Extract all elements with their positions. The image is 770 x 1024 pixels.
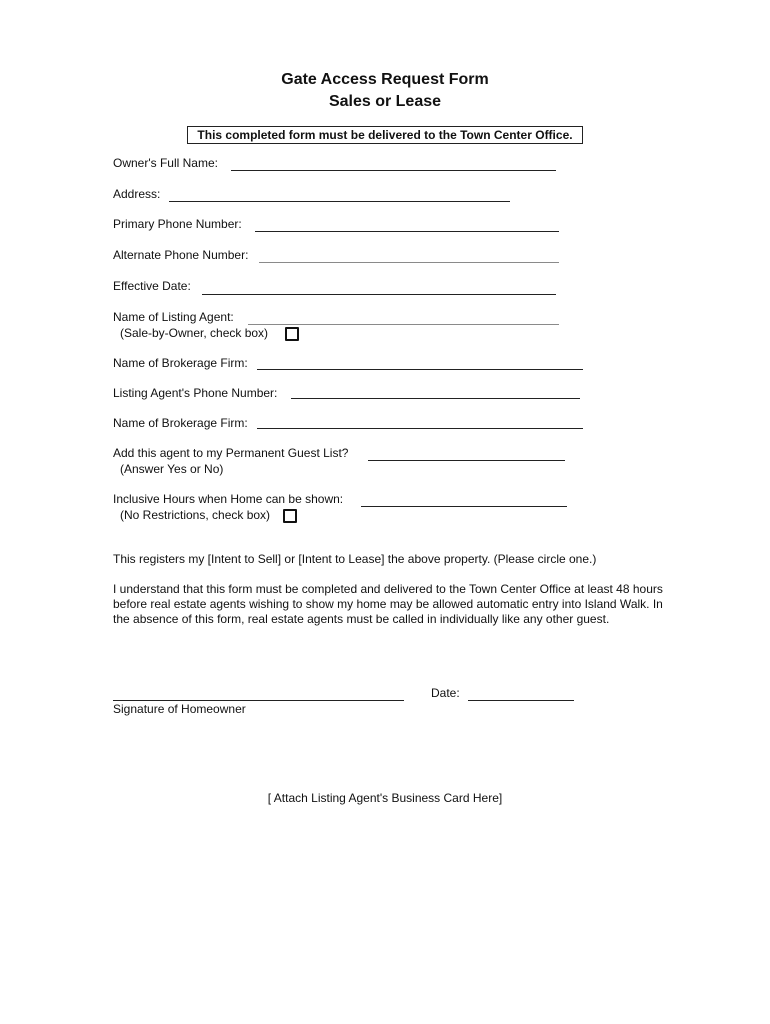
- agent-phone-label: Listing Agent's Phone Number:: [113, 386, 278, 400]
- primary-phone-field[interactable]: [255, 231, 559, 232]
- signature-label: Signature of Homeowner: [113, 702, 246, 716]
- alternate-phone-field[interactable]: [259, 262, 559, 263]
- permanent-guest-hint: (Answer Yes or No): [120, 462, 224, 476]
- form-title: Gate Access Request Form: [281, 71, 489, 88]
- intent-statement: This registers my [Intent to Sell] or [Intent to Lease] the above property. (Please circle one.): [113, 552, 597, 566]
- primary-phone-label: Primary Phone Number:: [113, 217, 242, 231]
- effective-date-label: Effective Date:: [113, 279, 191, 293]
- alternate-phone-label: Alternate Phone Number:: [113, 248, 249, 262]
- delivery-notice: This completed form must be delivered to the Town Center Office.: [187, 126, 583, 144]
- listing-agent-label: Name of Listing Agent:: [113, 310, 234, 324]
- business-card-placeholder: [ Attach Listing Agent's Business Card Here]: [267, 791, 503, 805]
- date-label: Date:: [431, 686, 460, 700]
- listing-agent-field[interactable]: [248, 324, 559, 325]
- form-subtitle: Sales or Lease: [328, 93, 442, 110]
- address-field[interactable]: [169, 201, 510, 202]
- address-label: Address:: [113, 187, 161, 201]
- owner-name-field[interactable]: [231, 170, 556, 171]
- inclusive-hours-field[interactable]: [361, 506, 567, 507]
- sale-by-owner-label: (Sale-by-Owner, check box): [120, 326, 269, 340]
- owner-name-label: Owner's Full Name:: [113, 156, 218, 170]
- brokerage-firm-label-2: Name of Brokerage Firm:: [113, 416, 248, 430]
- sale-by-owner-checkbox[interactable]: [285, 327, 299, 341]
- permanent-guest-field[interactable]: [368, 460, 565, 461]
- no-restrictions-label: (No Restrictions, check box): [120, 508, 271, 522]
- understanding-statement: I understand that this form must be completed and delivered to the Town Center Office at least 48 hours before real estate agents wishing to show my home may be allowed automatic entry into Island Walk. In the absence of this form, real estate agents must be called in individually like any other guest.: [113, 582, 663, 626]
- agent-phone-field[interactable]: [291, 398, 580, 399]
- signature-field[interactable]: [113, 700, 404, 701]
- brokerage-firm-label: Name of Brokerage Firm:: [113, 356, 248, 370]
- date-field[interactable]: [468, 700, 574, 701]
- no-restrictions-checkbox[interactable]: [283, 509, 297, 523]
- brokerage-firm-field[interactable]: [257, 369, 583, 370]
- brokerage-firm-field-2[interactable]: [257, 428, 583, 429]
- effective-date-field[interactable]: [202, 294, 556, 295]
- permanent-guest-label: Add this agent to my Permanent Guest List?: [113, 446, 349, 460]
- inclusive-hours-label: Inclusive Hours when Home can be shown:: [113, 492, 344, 506]
